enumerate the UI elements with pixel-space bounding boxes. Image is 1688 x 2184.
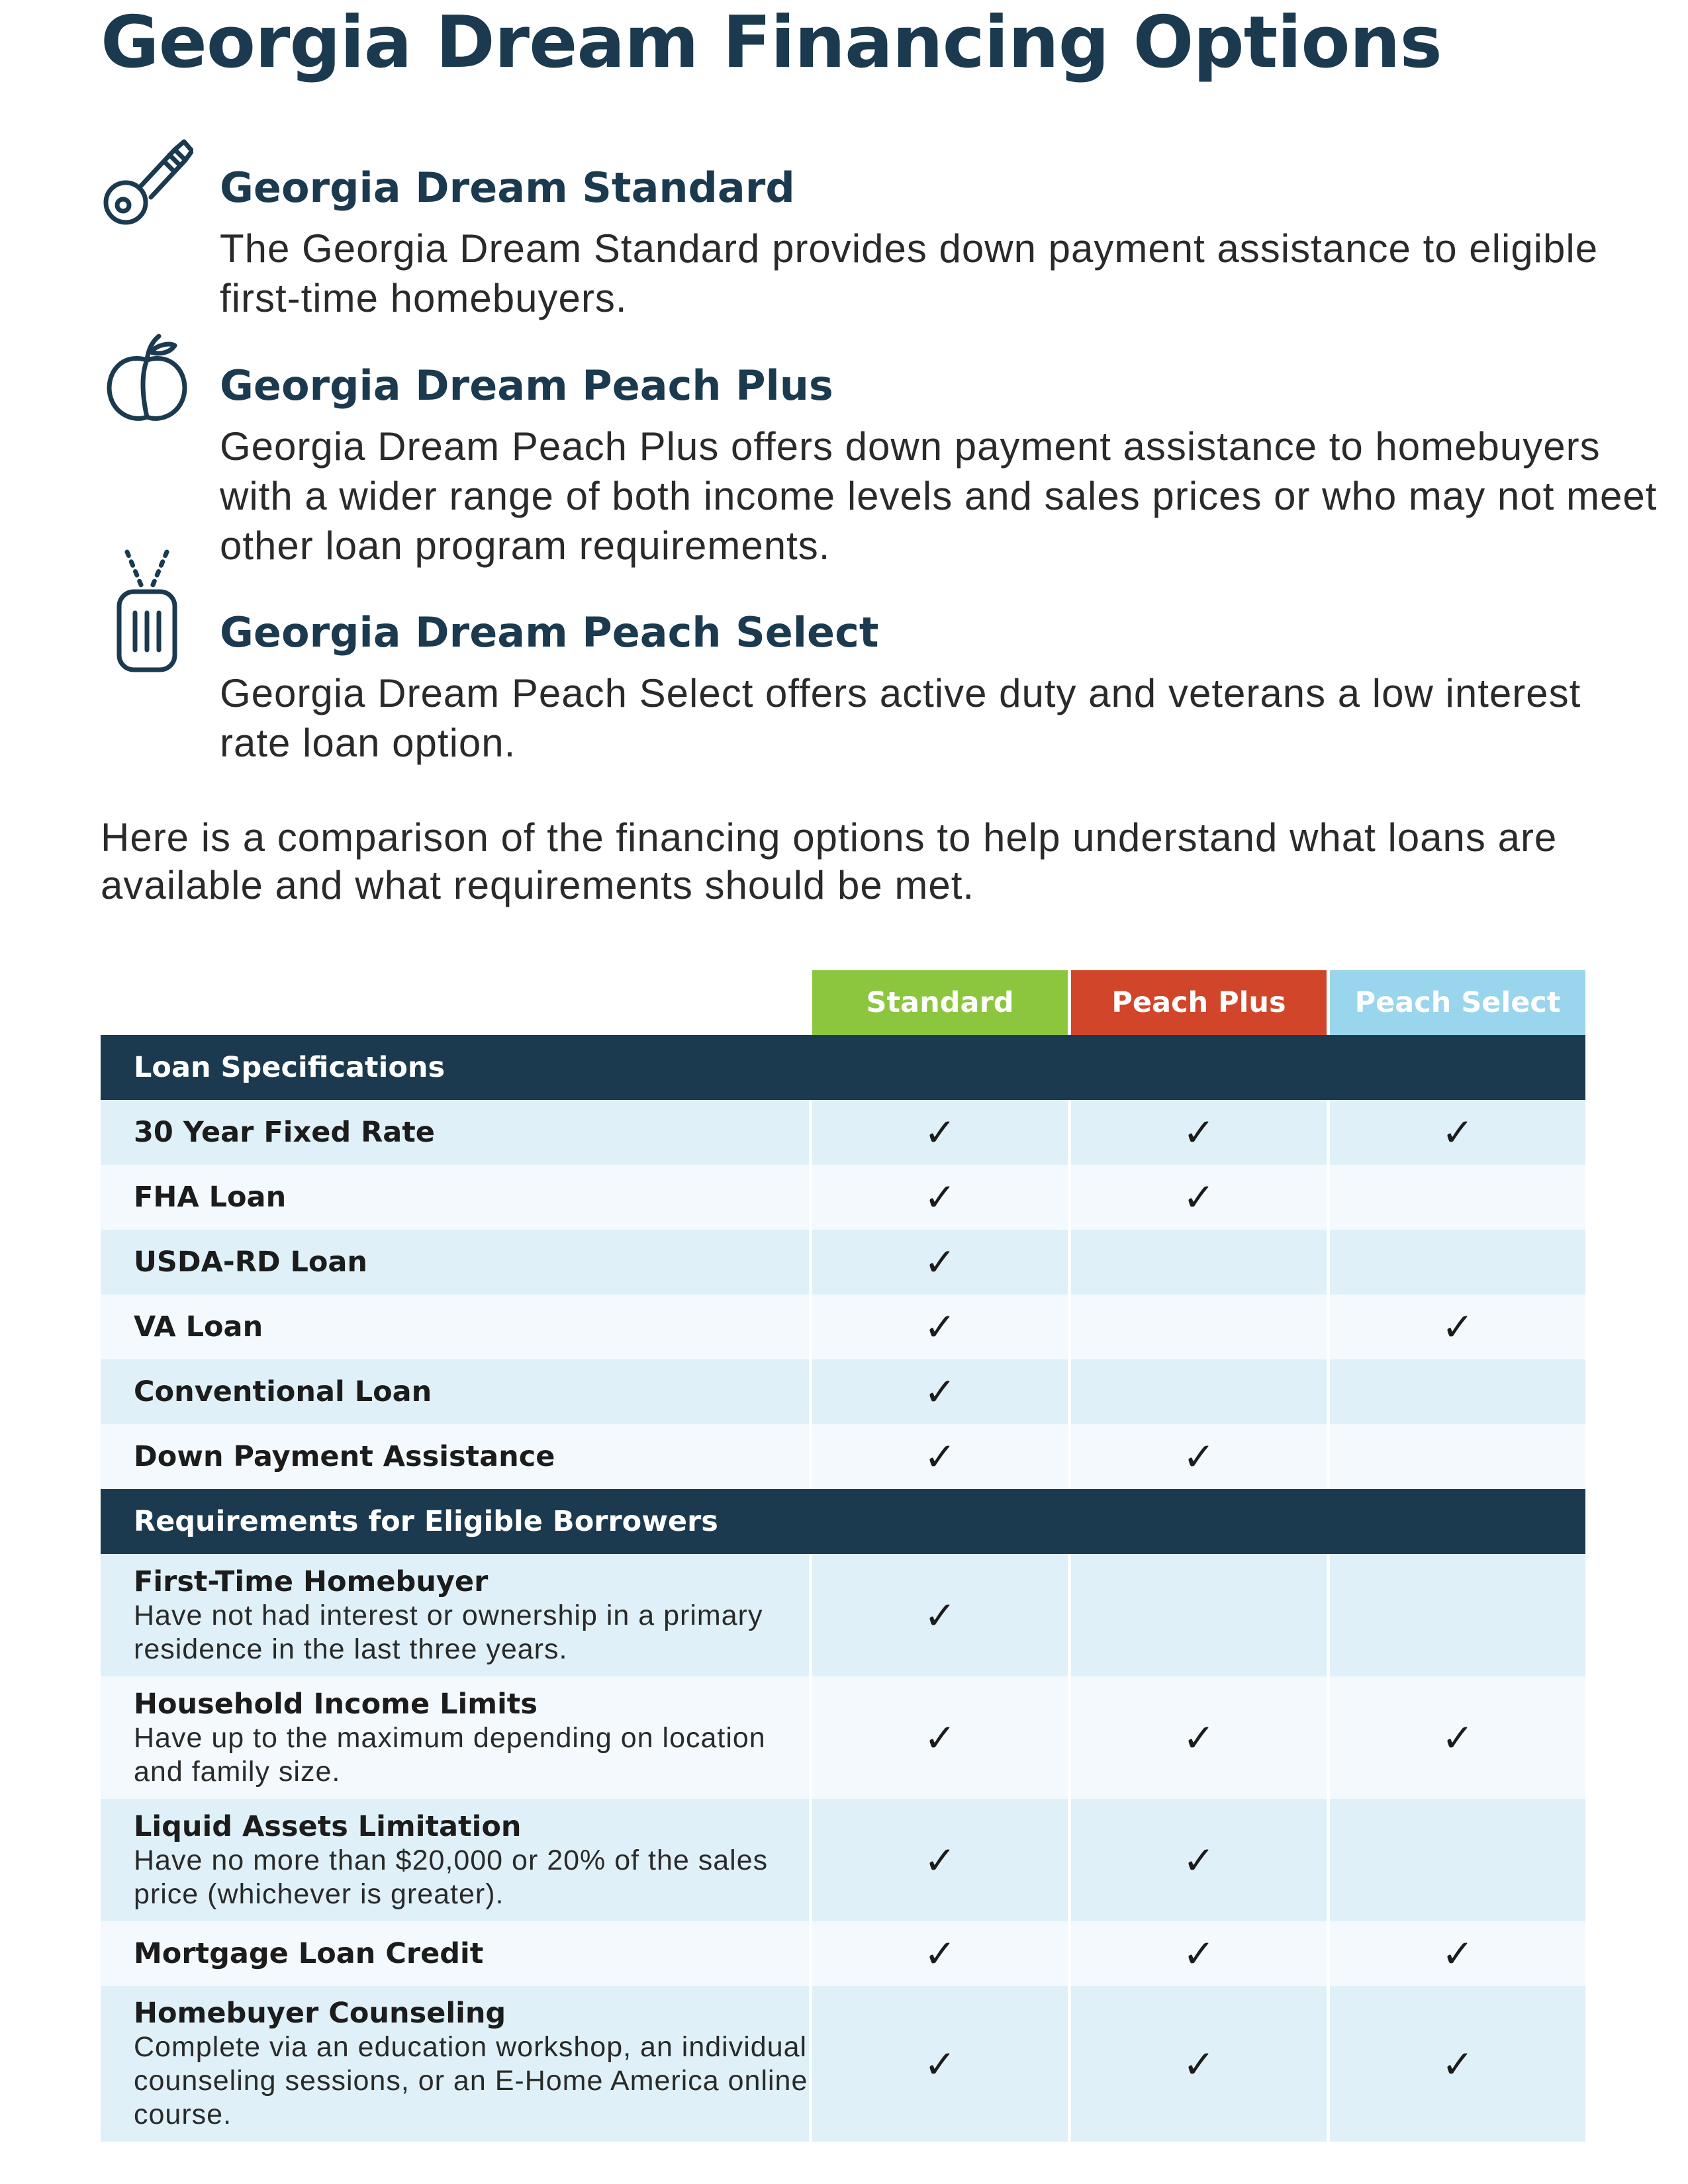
check-icon: ✓ xyxy=(923,1715,957,1760)
check-icon: ✓ xyxy=(923,1175,957,1220)
check-cell xyxy=(809,1986,1068,2142)
check-cell xyxy=(809,1359,1068,1424)
table-body xyxy=(101,1035,1585,2142)
check-icon: ✓ xyxy=(1182,1110,1215,1155)
row-label-cell xyxy=(101,1165,809,1230)
column-header-peach-select: Peach Select xyxy=(1327,970,1585,1035)
row-label-cell xyxy=(101,1230,809,1295)
check-icon: ✓ xyxy=(923,1931,957,1976)
table-row xyxy=(101,1799,1585,1921)
check-icon: ✓ xyxy=(923,1369,957,1414)
comparison-table xyxy=(101,970,1585,2142)
check-cell xyxy=(809,1295,1068,1359)
page-title: Georgia Dream Financing Options xyxy=(101,1,1442,84)
peach-icon xyxy=(101,334,193,426)
row-label: Conventional Loan xyxy=(134,1375,432,1408)
check-icon: ✓ xyxy=(1182,1931,1215,1976)
dog-tag-icon xyxy=(101,549,193,675)
check-cell xyxy=(809,1100,1068,1165)
row-label: VA Loan xyxy=(134,1310,263,1343)
row-label: USDA-RD Loan xyxy=(134,1246,368,1279)
program-peach-select xyxy=(101,549,1590,781)
check-icon: ✓ xyxy=(1182,1715,1215,1760)
check-cell xyxy=(1327,1554,1585,1676)
check-cell xyxy=(809,1554,1068,1676)
check-cell xyxy=(1068,1165,1327,1230)
row-label: Mortgage Loan Credit xyxy=(134,1937,484,1970)
check-cell xyxy=(809,1165,1068,1230)
check-icon: ✓ xyxy=(1182,1837,1215,1883)
check-cell xyxy=(1327,1921,1585,1986)
table-row xyxy=(101,1230,1585,1295)
program-name: Georgia Dream Peach Select xyxy=(220,608,879,657)
row-label: First-Time Homebuyer xyxy=(134,1565,489,1598)
check-cell xyxy=(1068,1424,1327,1489)
check-cell xyxy=(1068,1676,1327,1799)
check-icon: ✓ xyxy=(1441,1715,1474,1760)
row-label-cell xyxy=(101,1100,809,1165)
check-icon: ✓ xyxy=(923,1837,957,1883)
row-label-cell xyxy=(101,1799,809,1921)
intro-text: Here is a comparison of the financing options to help understand what loans are available and what requirements should be met. xyxy=(101,815,1558,907)
check-icon: ✓ xyxy=(1441,1110,1474,1155)
row-label-cell xyxy=(101,1359,809,1424)
row-label-cell xyxy=(101,1986,809,2142)
section-title: Loan Specifications xyxy=(101,1035,1585,1100)
check-cell xyxy=(1068,1799,1327,1921)
column-header-standard: Standard xyxy=(809,970,1068,1035)
row-label-cell xyxy=(101,1676,809,1799)
row-description: Have not had interest or ownership in a primary residence in the last three years. xyxy=(134,1599,763,1665)
section-header-row xyxy=(101,1489,1585,1554)
check-cell xyxy=(1327,1295,1585,1359)
row-label: Down Payment Assistance xyxy=(134,1440,555,1473)
program-description: Georgia Dream Peach Select offers active duty and veterans a low interest rate loan option. xyxy=(220,671,1581,765)
table-row xyxy=(101,1359,1585,1424)
program-peach-plus xyxy=(101,331,1658,576)
table-row xyxy=(101,1921,1585,1986)
check-cell xyxy=(1068,1554,1327,1676)
check-cell xyxy=(1068,1230,1327,1295)
table-row xyxy=(101,1986,1585,2142)
check-icon: ✓ xyxy=(1441,1304,1474,1349)
program-description: The Georgia Dream Standard provides down payment assistance to eligible first-time homebuyers. xyxy=(220,226,1599,320)
program-standard xyxy=(101,132,1599,331)
check-icon: ✓ xyxy=(1441,2041,1474,2087)
row-label: Liquid Assets Limitation xyxy=(134,1809,522,1843)
check-icon: ✓ xyxy=(923,1240,957,1285)
check-cell xyxy=(1327,1986,1585,2142)
table-row xyxy=(101,1165,1585,1230)
check-cell xyxy=(1327,1230,1585,1295)
row-label-cell xyxy=(101,1554,809,1676)
row-label: 30 Year Fixed Rate xyxy=(134,1116,435,1149)
section-header-row xyxy=(101,1035,1585,1100)
row-description: Complete via an education workshop, an individual counseling sessions, or an E-Home America online course. xyxy=(134,2031,808,2130)
column-header-peach-plus: Peach Plus xyxy=(1068,970,1327,1035)
program-description: Georgia Dream Peach Plus offers down payment assistance to homebuyers with a wider range of both income levels and sales prices or who may not meet other loan program requirements. xyxy=(220,424,1658,568)
check-cell xyxy=(1327,1676,1585,1799)
check-cell xyxy=(1068,1921,1327,1986)
check-cell xyxy=(809,1676,1068,1799)
table-row xyxy=(101,1100,1585,1165)
check-icon: ✓ xyxy=(923,1434,957,1479)
section-title: Requirements for Eligible Borrowers xyxy=(101,1489,1585,1554)
row-label-cell xyxy=(101,1921,809,1986)
row-description: Have no more than $20,000 or 20% of the sales price (whichever is greater). xyxy=(134,1844,769,1910)
check-cell xyxy=(1327,1165,1585,1230)
check-cell xyxy=(1068,1100,1327,1165)
check-cell xyxy=(1068,1986,1327,2142)
row-label: Homebuyer Counseling xyxy=(134,1997,506,2030)
key-icon xyxy=(101,136,193,229)
check-cell xyxy=(1327,1100,1585,1165)
table-row xyxy=(101,1676,1585,1799)
check-icon: ✓ xyxy=(1182,2041,1215,2087)
table-row xyxy=(101,1424,1585,1489)
check-icon: ✓ xyxy=(923,2041,957,2087)
row-label: FHA Loan xyxy=(134,1181,287,1214)
row-label-cell xyxy=(101,1295,809,1359)
check-cell xyxy=(809,1921,1068,1986)
row-label-cell xyxy=(101,1424,809,1489)
check-cell xyxy=(809,1424,1068,1489)
check-cell xyxy=(1068,1359,1327,1424)
check-icon: ✓ xyxy=(1182,1434,1215,1479)
check-icon: ✓ xyxy=(923,1592,957,1638)
check-cell xyxy=(1327,1424,1585,1489)
check-icon: ✓ xyxy=(923,1110,957,1155)
check-icon: ✓ xyxy=(923,1304,957,1349)
program-name: Georgia Dream Standard xyxy=(220,163,795,212)
program-name: Georgia Dream Peach Plus xyxy=(220,361,833,410)
check-icon: ✓ xyxy=(1182,1175,1215,1220)
row-label: Household Income Limits xyxy=(134,1687,538,1721)
header-blank xyxy=(101,970,809,1035)
check-cell xyxy=(809,1230,1068,1295)
check-cell xyxy=(809,1799,1068,1921)
table-row xyxy=(101,1295,1585,1359)
row-description: Have up to the maximum depending on location and family size. xyxy=(134,1721,766,1788)
column-header-row xyxy=(101,970,1585,1035)
check-cell xyxy=(1068,1295,1327,1359)
check-cell xyxy=(1327,1359,1585,1424)
check-icon: ✓ xyxy=(1441,1931,1474,1976)
table-row xyxy=(101,1554,1585,1676)
check-cell xyxy=(1327,1799,1585,1921)
